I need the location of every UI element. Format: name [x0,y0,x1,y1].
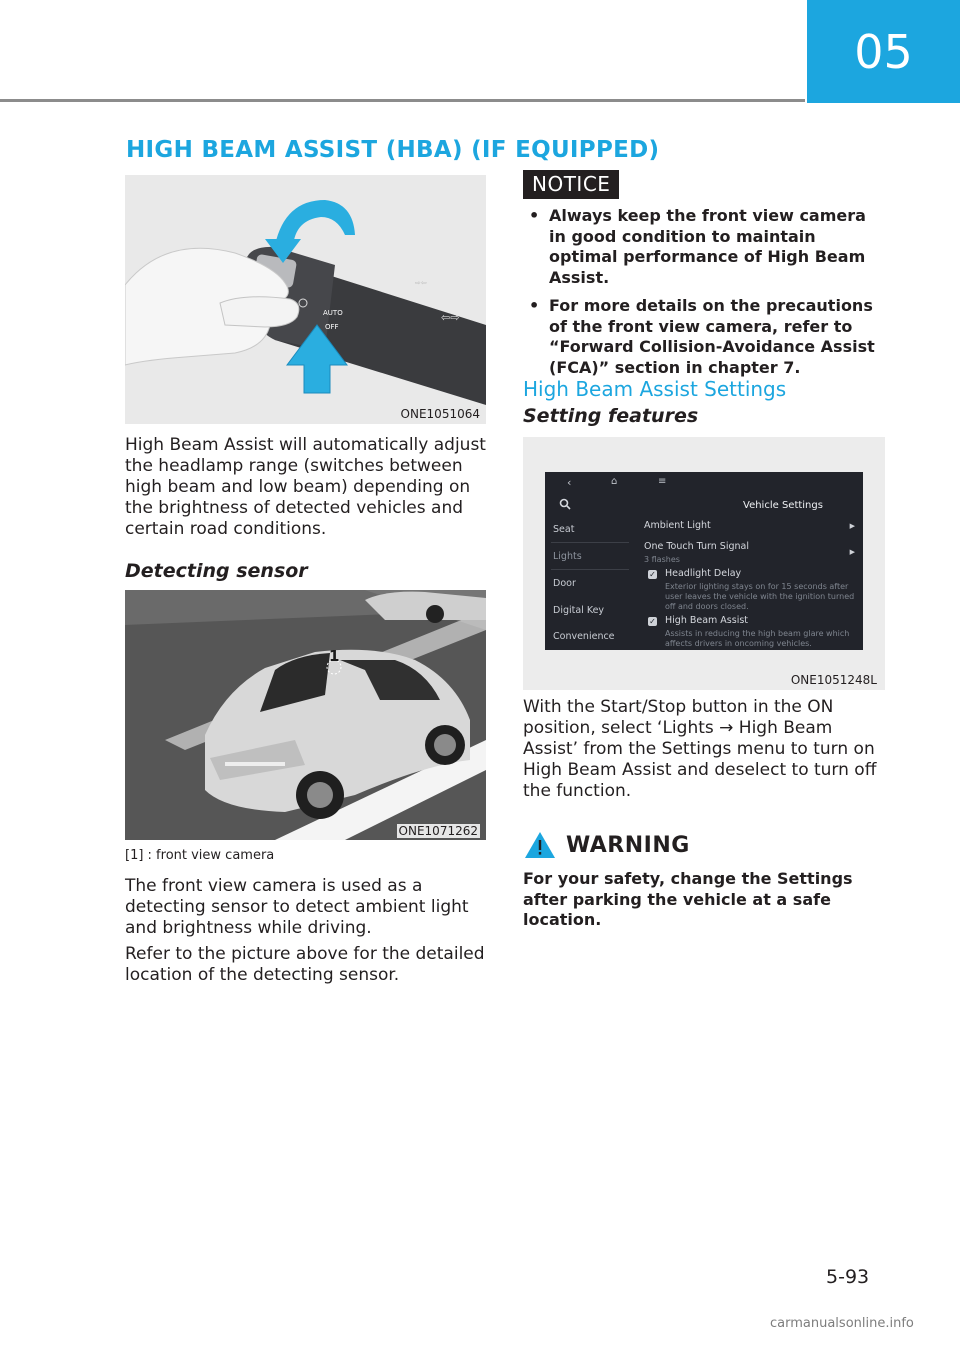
menu-icon: ≡ [658,476,667,487]
search-icon [559,498,571,510]
detecting-paragraph-1: The front view camera is used as a detecting sensor to detect ambient light and brightness while driving. [125,876,469,938]
checkbox-checked-icon: ✓ [649,570,656,579]
watermark: carmanualsonline.info [770,1316,914,1331]
auto-label: AUTO [323,309,343,317]
intro-paragraph: High Beam Assist will automatically adjust the headlamp range (switches between high beam and low beam) depending on the brightness of detected vehicles and certain road conditions. [125,435,486,539]
ambient-light-row: Ambient Light [644,520,711,531]
warning-text: For your safety, change the Settings after parking the vehicle at a safe location. [523,869,853,929]
setting-features-heading: Setting features [523,405,699,427]
headlight-delay-desc: Exterior lighting stays on for 15 seconds after user leaves the vehicle with the ignition turned off and doors closed. [665,582,855,611]
car-drawing [125,590,486,840]
notice-list [527,206,887,386]
sensor-marker: 1 [329,647,340,665]
chevron-right-icon: ▶ [849,548,855,556]
lever-illustration [125,175,486,424]
sidebar-item-convenience: Convenience [553,631,615,642]
warning-label: WARNING [566,832,690,858]
settings-heading: High Beam Assist Settings [523,377,787,401]
chapter-number: 05 [854,24,913,79]
svg-text:⇦⇨: ⇦⇨ [441,311,460,324]
figure-caption: [1] : front view camera [125,848,275,863]
sidebar-item-seat: Seat [553,524,575,535]
sidebar-item-digital-key: Digital Key [553,605,605,616]
turn-signal-value: 3 flashes [644,555,680,564]
off-label: OFF [325,323,339,331]
settings-paragraph: With the Start/Stop button in the ON position, select ‘Lights → High Beam Assist’ from the Settings menu to turn on High Beam Assist and deselect to turn off the function. [523,697,877,801]
figure-code: ONE1071262 [398,824,478,838]
figure-code: ONE1051064 [400,407,480,421]
svg-text:⇨⇦: ⇨⇦ [415,279,427,287]
notice-item: • For more details on the precautions of the front view camera, refer to “Forward Collision-Avoidance Assist (FCA)” section in chapter 7. [529,296,875,377]
turn-signal-row: One Touch Turn Signal [644,541,749,552]
page-number: 5-93 [826,1266,870,1288]
figure-code: ONE1051248L [790,673,877,687]
sidebar-item-door: Door [553,578,576,589]
chevron-right-icon: ▶ [849,522,855,530]
back-icon: ‹ [567,476,572,489]
warning-icon [524,830,556,860]
screen-title: Vehicle Settings [743,500,823,511]
notice-badge: NOTICE [523,170,619,199]
detecting-sensor-heading: Detecting sensor [125,560,308,582]
home-icon: ⌂ [611,476,618,487]
detecting-paragraph-2: Refer to the picture above for the detailed location of the detecting sensor. [125,944,485,985]
page-title: HIGH BEAM ASSIST (HBA) (IF EQUIPPED) [126,137,660,163]
lever-drawing [125,175,486,424]
sidebar-item-lights: Lights [553,551,582,562]
chapter-tab [807,0,960,103]
high-beam-assist-row: High Beam Assist [665,615,749,626]
headlight-delay-row: Headlight Delay [665,568,742,579]
notice-item: • Always keep the front view camera in good condition to maintain optimal performance of High Beam Assist. [529,206,866,287]
vehicle-settings-screen [545,472,863,650]
settings-screen-figure [523,437,885,690]
car-illustration [125,590,486,840]
high-beam-assist-desc: Assists in reducing the high beam glare which affects drivers in oncoming vehicles. [665,629,850,648]
checkbox-checked-icon: ✓ [649,617,656,626]
header-rule [0,99,805,102]
warning-header [524,830,690,860]
